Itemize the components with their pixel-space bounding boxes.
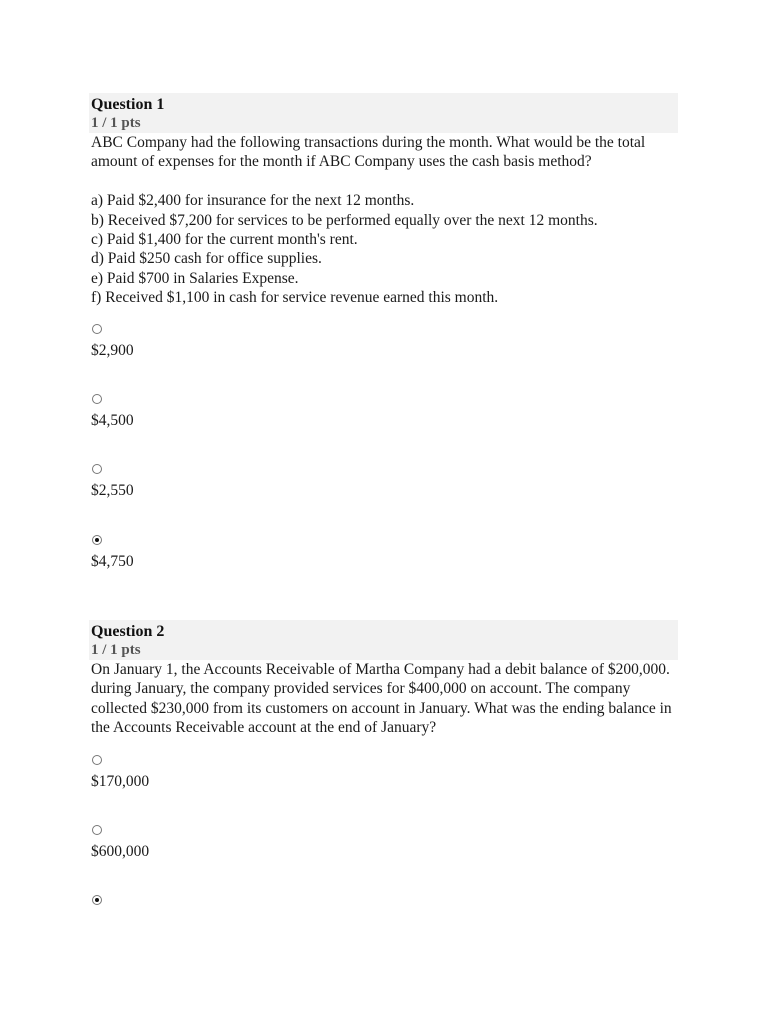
question-header [89,620,678,660]
radio-button[interactable] [92,464,102,474]
question-title: Question 1 [91,96,165,113]
blank-line [91,172,678,191]
question-text [91,660,678,738]
question-header [89,93,678,133]
answer-option[interactable] [91,825,678,895]
transaction-item: a) Paid $2,400 for insurance for the next 12 months. [91,192,415,210]
answer-option[interactable] [91,394,678,464]
radio-button-selected[interactable] [92,895,102,905]
answer-option[interactable] [91,535,678,605]
transaction-item: f) Received $1,100 in cash for service revenue earned this month. [91,289,499,307]
transaction-item: c) Paid $1,400 for the current month's rent. [91,231,358,249]
transaction-item: e) Paid $700 in Salaries Expense. [91,269,299,287]
answer-label: $4,500 [91,411,134,429]
radio-button[interactable] [92,394,102,404]
question-1 [91,93,678,605]
answer-option[interactable] [91,324,678,394]
answer-label: $2,900 [91,341,134,359]
question-2 [91,620,678,966]
answer-options [91,755,678,966]
answer-label: $4,750 [91,552,134,570]
transaction-item: b) Received $7,200 for services to be performed equally over the next 12 months. [91,211,598,229]
question-points: 1 / 1 pts [91,115,141,131]
question-title: Question 2 [91,623,165,640]
answer-label: $170,000 [91,772,150,790]
answer-options [91,324,678,605]
question-prompt: ABC Company had the following transactions during the month. What would be the total amount of expenses for the month if ABC Company uses the cash basis method? [91,134,646,171]
answer-option[interactable] [91,755,678,825]
radio-button[interactable] [92,755,102,765]
question-prompt: On January 1, the Accounts Receivable of Martha Company had a debit balance of $200,000. during January, the company provided services for $400,000 on account. The company collected $230,000 from its customers on account in January. What was the ending balance in the Accounts Receivable account at the end of January? [91,661,672,737]
answer-label: $600,000 [91,842,150,860]
transaction-item: d) Paid $250 cash for office supplies. [91,250,322,268]
quiz-page [91,93,678,860]
question-points: 1 / 1 pts [91,642,141,658]
radio-button[interactable] [92,324,102,334]
question-text [91,133,678,308]
radio-button-selected[interactable] [92,535,102,545]
answer-label: $2,550 [91,482,134,500]
answer-option[interactable] [91,464,678,534]
radio-button[interactable] [92,825,102,835]
answer-option[interactable] [91,895,678,965]
